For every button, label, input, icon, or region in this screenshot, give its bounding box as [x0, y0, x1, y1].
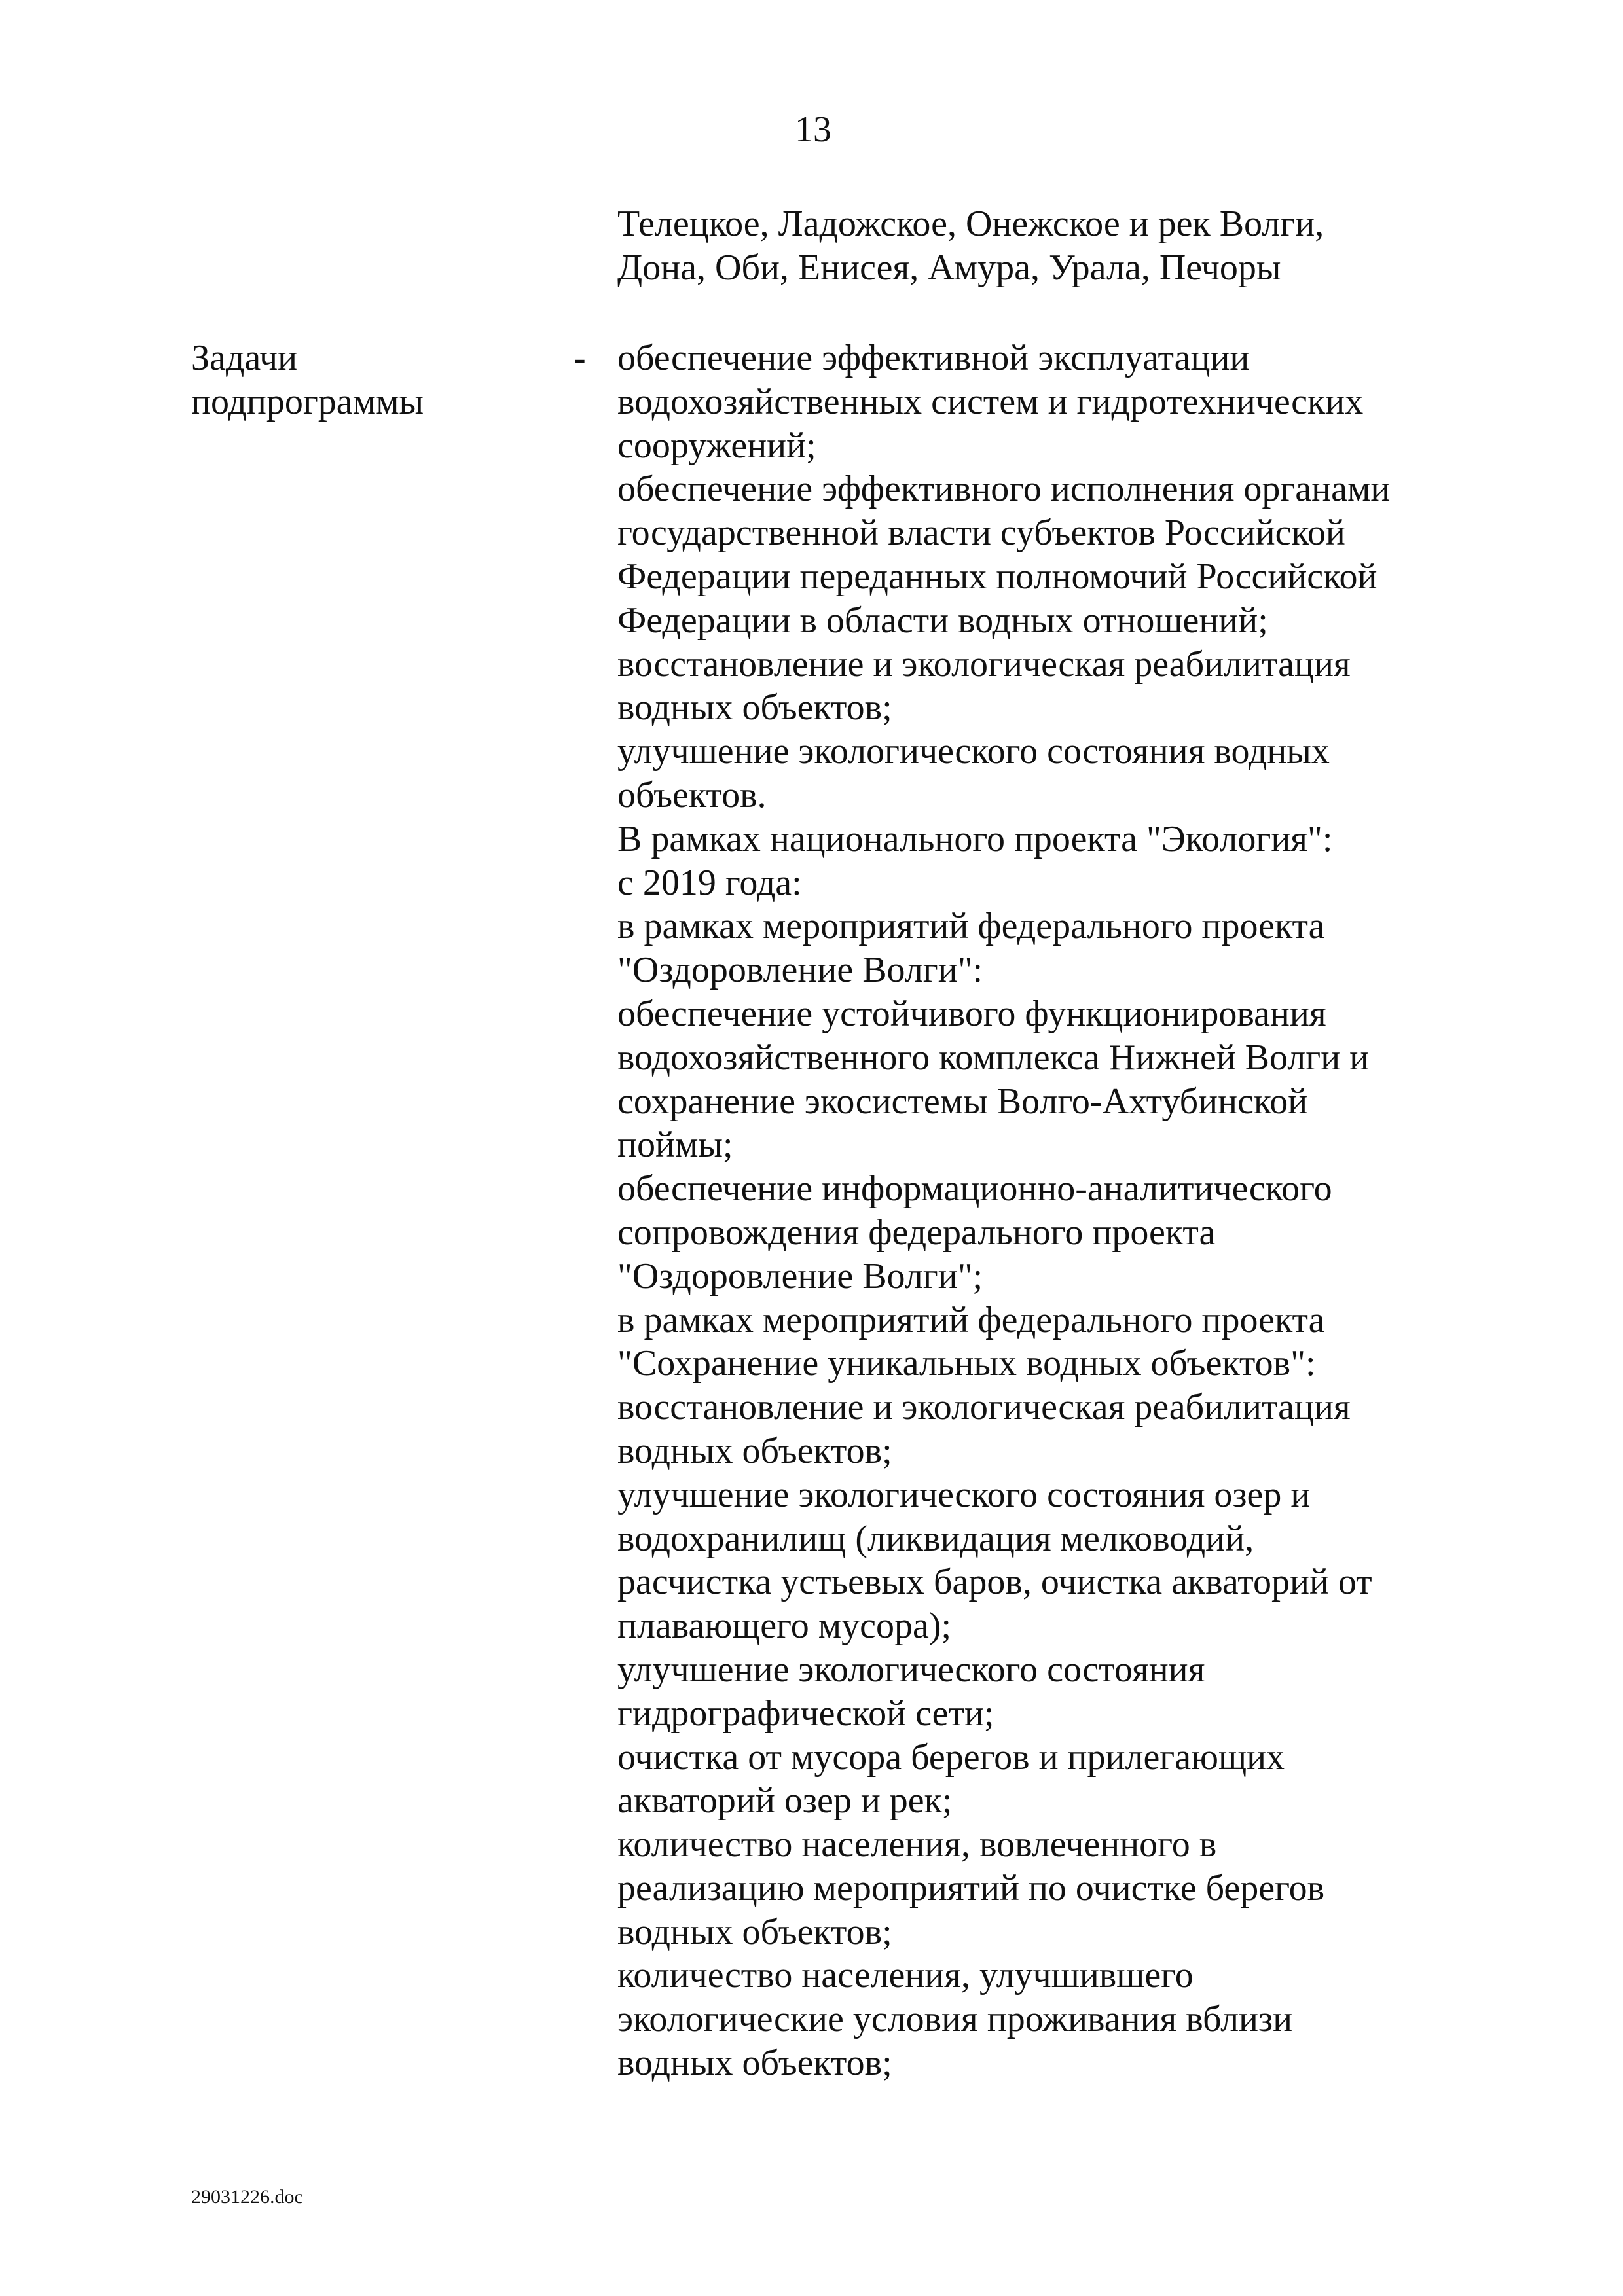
- text-line: Телецкое, Ладожское, Онежское и рек Волги,: [617, 204, 1324, 244]
- text-line: водохозяйственных систем и гидротехнических: [617, 381, 1364, 422]
- section-label: [191, 336, 424, 424]
- footer-filename: 29031226.doc: [191, 2186, 303, 2208]
- text-line: водных объектов;: [617, 2043, 892, 2084]
- text-line: обеспечение устойчивого функционирования: [617, 993, 1326, 1034]
- text-line: улучшение экологического состояния водных: [617, 731, 1330, 772]
- text-line: сооружений;: [617, 425, 816, 466]
- text-line: количество населения, вовлеченного в: [617, 1824, 1217, 1865]
- text-line: восстановление и экологическая реабилитация: [617, 1387, 1351, 1428]
- text-line: В рамках национального проекта "Экология":: [617, 818, 1333, 859]
- text-line: улучшение экологического состояния озер и: [617, 1474, 1311, 1515]
- text-line: количество населения, улучшившего: [617, 1955, 1194, 1996]
- intro-text: [617, 202, 1324, 290]
- text-line: водных объектов;: [617, 687, 892, 728]
- text-line: обеспечение эффективного исполнения органами: [617, 469, 1391, 510]
- label-line: подпрограммы: [191, 381, 424, 422]
- text-line: водных объектов;: [617, 1911, 892, 1952]
- text-line: Федерации переданных полномочий Российской: [617, 556, 1377, 597]
- tasks-text: [617, 336, 1390, 2085]
- text-line: водных объектов;: [617, 1430, 892, 1471]
- dash-separator: -: [574, 338, 586, 378]
- text-line: водохранилищ (ликвидация мелководий,: [617, 1518, 1254, 1559]
- text-line: обеспечение информационно-аналитического: [617, 1168, 1332, 1210]
- text-line: "Сохранение уникальных водных объектов":: [617, 1343, 1316, 1384]
- text-line: гидрографической сети;: [617, 1693, 994, 1734]
- text-line: экологические условия проживания вблизи: [617, 1999, 1293, 2040]
- text-line: "Оздоровление Волги":: [617, 950, 983, 991]
- text-line: Федерации в области водных отношений;: [617, 600, 1268, 641]
- text-line: Дона, Оби, Енисея, Амура, Урала, Печоры: [617, 247, 1281, 288]
- text-line: плавающего мусора);: [617, 1605, 952, 1647]
- text-line: объектов.: [617, 774, 767, 816]
- text-line: в рамках мероприятий федерального проекта: [617, 906, 1325, 947]
- page-number: 13: [795, 109, 831, 150]
- text-line: реализацию мероприятий по очистке берегов: [617, 1867, 1325, 1909]
- text-line: сохранение экосистемы Волго-Ахтубинской: [617, 1081, 1308, 1122]
- text-line: восстановление и экологическая реабилитация: [617, 643, 1351, 685]
- text-line: очистка от мусора берегов и прилегающих: [617, 1736, 1285, 1778]
- text-line: в рамках мероприятий федерального проекта: [617, 1299, 1325, 1340]
- text-line: расчистка устьевых баров, очистка акваторий от: [617, 1562, 1372, 1603]
- text-line: улучшение экологического состояния: [617, 1649, 1205, 1690]
- text-line: поймы;: [617, 1124, 733, 1166]
- text-line: с 2019 года:: [617, 862, 802, 903]
- text-line: акваторий озер и рек;: [617, 1780, 953, 1821]
- text-line: "Оздоровление Волги";: [617, 1255, 983, 1297]
- text-line: водохозяйственного комплекса Нижней Волги и: [617, 1037, 1370, 1078]
- text-line: государственной власти субъектов Российской: [617, 512, 1345, 554]
- text-line: сопровождения федерального проекта: [617, 1211, 1216, 1253]
- text-line: обеспечение эффективной эксплуатации: [617, 338, 1250, 378]
- label-line: Задачи: [191, 338, 298, 378]
